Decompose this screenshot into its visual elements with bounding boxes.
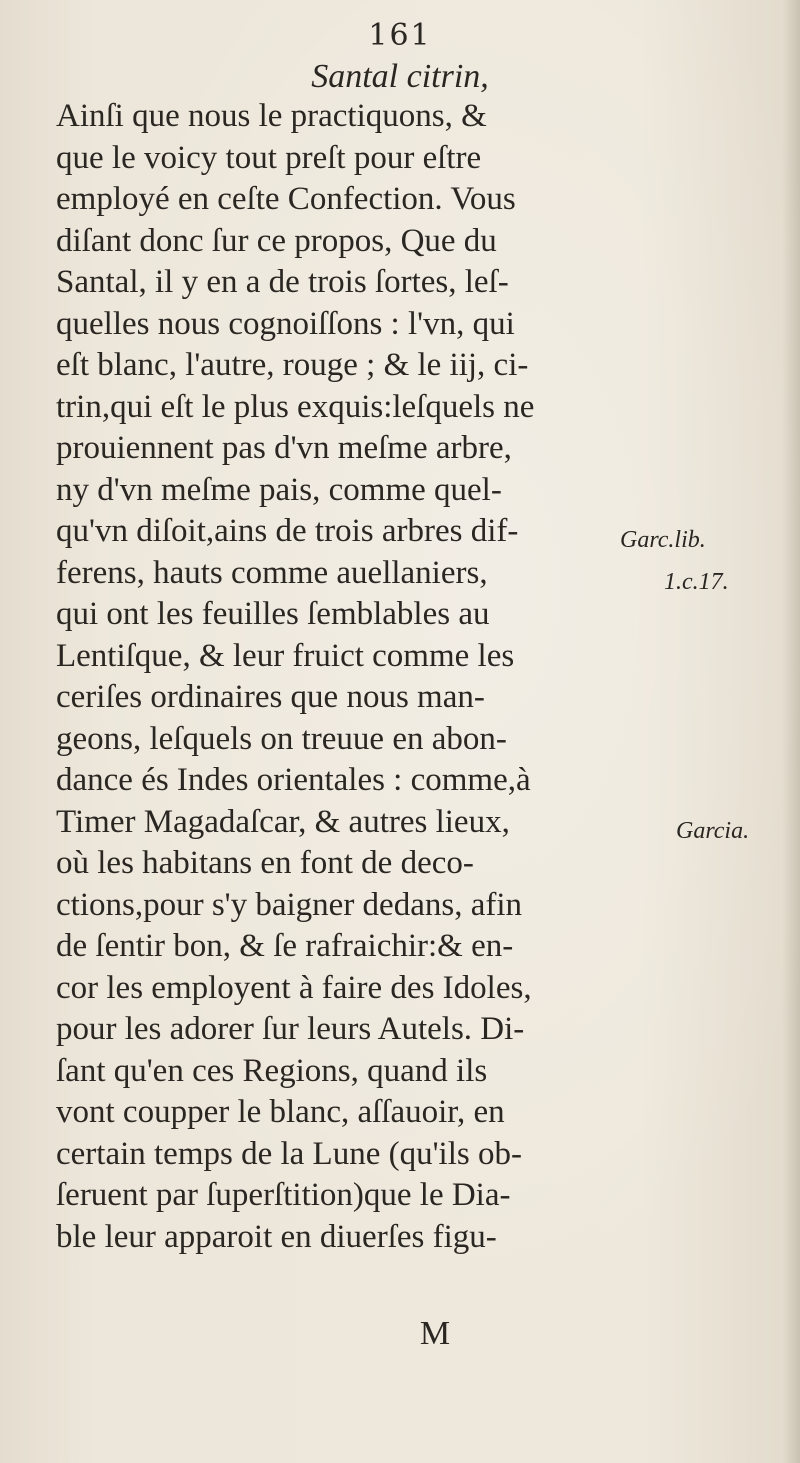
text-line: vont coupper le blanc, aſſauoir, en — [56, 1094, 505, 1130]
text-line: qu'vn diſoit,ains de trois arbres dif- — [56, 513, 519, 549]
margin-note: Garc.lib. — [620, 527, 706, 553]
signature-mark: M — [419, 1315, 451, 1352]
text-line: Timer Magadaſcar, & autres lieux, — [56, 803, 510, 840]
text-line: cor les employent à faire des Idoles, — [56, 969, 532, 1006]
margin-note: Garcia. — [676, 818, 750, 844]
text-line: où les habitans en font de deco- — [56, 845, 474, 881]
text-line: dance és Indes orientales : comme,à — [56, 762, 531, 798]
text-line: ceriſes ordinaires que nous man- — [56, 679, 485, 715]
text-line: eſt blanc, l'autre, rouge ; & le iij, ci- — [56, 347, 529, 383]
text-line: Santal, il y en a de trois ſortes, leſ- — [56, 264, 509, 300]
margin-note: 1.c.17. — [664, 569, 729, 595]
text-line: pour les adorer ſur leurs Autels. Di- — [56, 1011, 525, 1047]
text-line: ny d'vn meſme pais, comme quel- — [56, 471, 502, 508]
text-line: certain temps de la Lune (qu'ils ob- — [56, 1135, 522, 1172]
text-line: ſant qu'en ces Regions, quand ils — [56, 1052, 488, 1089]
text-line: Lentiſque, & leur fruict comme les — [56, 637, 515, 674]
text-line: Ainſi que nous le practiquons, & — [56, 98, 487, 134]
text-line: diſant donc ſur ce propos, Que du — [56, 222, 497, 259]
text-line: trin,qui eſt le plus exquis:leſquels ne — [56, 388, 535, 425]
text-line: ctions,pour s'y baigner dedans, afin — [56, 886, 522, 923]
text-line: geons, leſquels on treuue en abon- — [56, 720, 507, 757]
page-edge-shadow — [782, 0, 800, 1463]
text-line: prouiennent pas d'vn meſme arbre, — [56, 430, 512, 466]
text-line: qui ont les feuilles ſemblables au — [56, 596, 490, 632]
page-number: 161 — [368, 18, 432, 53]
text-line: ſeruent par ſuperſtition)que le Dia- — [56, 1177, 511, 1213]
text-line: quelles nous cognoiſſons : l'vn, qui — [56, 305, 515, 342]
text-line: employé en ceſte Confection. Vous — [56, 181, 516, 217]
text-line: ferens, hauts comme auellaniers, — [56, 554, 488, 591]
text-line: ble leur apparoit en diuerſes figu- — [56, 1218, 497, 1255]
text-line: que le voicy tout preſt pour eſtre — [56, 139, 482, 176]
running-head: Santal citrin, — [311, 58, 489, 95]
text-line: de ſentir bon, & ſe rafraichir:& en- — [56, 928, 514, 964]
body-text — [56, 96, 616, 1258]
